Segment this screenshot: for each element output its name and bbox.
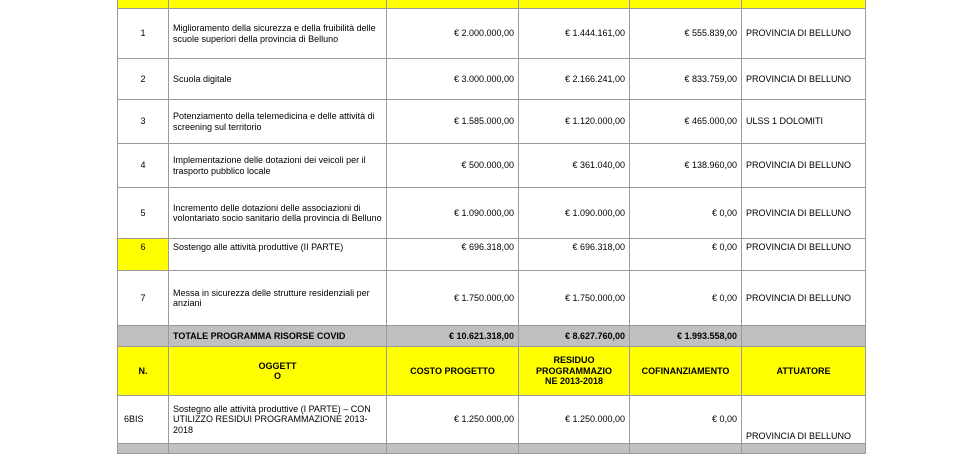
- header-oggetto: OGGETT O: [169, 347, 387, 396]
- projects-table: [117, 0, 866, 454]
- total-cofinanziamento: € 1.993.558,00: [630, 326, 742, 347]
- row-number: 2: [118, 59, 169, 100]
- row-oggetto: Implementazione delle dotazioni dei veicoli per il trasporto pubblico locale: [169, 144, 387, 188]
- row-number: 6: [118, 239, 169, 271]
- row-costo: € 500.000,00: [387, 144, 519, 188]
- table-row: [118, 271, 866, 326]
- row-number: 7: [118, 271, 169, 326]
- row-attuatore: PROVINCIA DI BELLUNO: [742, 271, 866, 326]
- row-oggetto: Sostegno alle attività produttive (I PARTE) – CON UTILIZZO RESIDUI PROGRAMMAZIONE 2013- 2018: [169, 396, 387, 444]
- row-attuatore: PROVINCIA DI BELLUNO: [742, 144, 866, 188]
- table-row: [118, 144, 866, 188]
- row-residuo: € 2.166.241,00: [519, 59, 630, 100]
- row-cofinanziamento: € 465.000,00: [630, 100, 742, 144]
- row-cofinanziamento: € 0,00: [630, 396, 742, 444]
- table-row: [118, 188, 866, 239]
- row-attuatore: PROVINCIA DI BELLUNO: [742, 188, 866, 239]
- header-cofinanziamento: COFINANZIAMENTO: [630, 347, 742, 396]
- row-costo: € 696.318,00: [387, 239, 519, 271]
- total-label: TOTALE PROGRAMMA RISORSE COVID: [169, 326, 387, 347]
- table-row: [118, 396, 866, 444]
- row-attuatore: PROVINCIA DI BELLUNO: [742, 59, 866, 100]
- row-attuatore: PROVINCIA DI BELLUNO: [742, 396, 866, 444]
- top-yellow-strip: [118, 0, 866, 9]
- header-n: N.: [118, 347, 169, 396]
- total-row: [118, 326, 866, 347]
- row-costo: € 1.585.000,00: [387, 100, 519, 144]
- total-residuo: € 8.627.760,00: [519, 326, 630, 347]
- row-cofinanziamento: € 0,00: [630, 271, 742, 326]
- header-residuo: RESIDUO PROGRAMMAZIO NE 2013-2018: [519, 347, 630, 396]
- row-cofinanziamento: € 0,00: [630, 188, 742, 239]
- header-row: [118, 347, 866, 396]
- row-cofinanziamento: € 138.960,00: [630, 144, 742, 188]
- row-costo: € 1.750.000,00: [387, 271, 519, 326]
- row-costo: € 1.090.000,00: [387, 188, 519, 239]
- row-cofinanziamento: € 555.839,00: [630, 9, 742, 59]
- row-oggetto: Scuola digitale: [169, 59, 387, 100]
- row-number: 5: [118, 188, 169, 239]
- row-oggetto: Miglioramento della sicurezza e della fruibilità delle scuole superiori della provincia di Belluno: [169, 9, 387, 59]
- table-row: [118, 100, 866, 144]
- total-costo: € 10.621.318,00: [387, 326, 519, 347]
- table-row: [118, 9, 866, 59]
- row-number: 3: [118, 100, 169, 144]
- row-attuatore: PROVINCIA DI BELLUNO: [742, 9, 866, 59]
- row-attuatore: ULSS 1 DOLOMITI: [742, 100, 866, 144]
- row-oggetto: Messa in sicurezza delle strutture residenziali per anziani: [169, 271, 387, 326]
- row-costo: € 3.000.000,00: [387, 59, 519, 100]
- row-number: 4: [118, 144, 169, 188]
- header-costo: COSTO PROGETTO: [387, 347, 519, 396]
- row-oggetto: Sostengo alle attività produttive (II PARTE): [169, 239, 387, 271]
- bottom-gray-strip: [118, 444, 866, 454]
- table-row: [118, 59, 866, 100]
- row-residuo: € 361.040,00: [519, 144, 630, 188]
- row-costo: € 2.000.000,00: [387, 9, 519, 59]
- row-cofinanziamento: € 833.759,00: [630, 59, 742, 100]
- row-number: 6BIS: [118, 396, 169, 444]
- row-residuo: € 1.444.161,00: [519, 9, 630, 59]
- table-row: [118, 239, 866, 271]
- row-oggetto: Incremento delle dotazioni delle associazioni di volontariato socio sanitario della provincia di Belluno: [169, 188, 387, 239]
- row-residuo: € 1.090.000,00: [519, 188, 630, 239]
- row-oggetto: Potenziamento della telemedicina e delle attività di screening sul territorio: [169, 100, 387, 144]
- row-costo: € 1.250.000,00: [387, 396, 519, 444]
- row-cofinanziamento: € 0,00: [630, 239, 742, 271]
- row-residuo: € 1.750.000,00: [519, 271, 630, 326]
- header-attuatore: ATTUATORE: [742, 347, 866, 396]
- row-number: 1: [118, 9, 169, 59]
- row-attuatore: PROVINCIA DI BELLUNO: [742, 239, 866, 271]
- row-residuo: € 696.318,00: [519, 239, 630, 271]
- row-residuo: € 1.120.000,00: [519, 100, 630, 144]
- row-residuo: € 1.250.000,00: [519, 396, 630, 444]
